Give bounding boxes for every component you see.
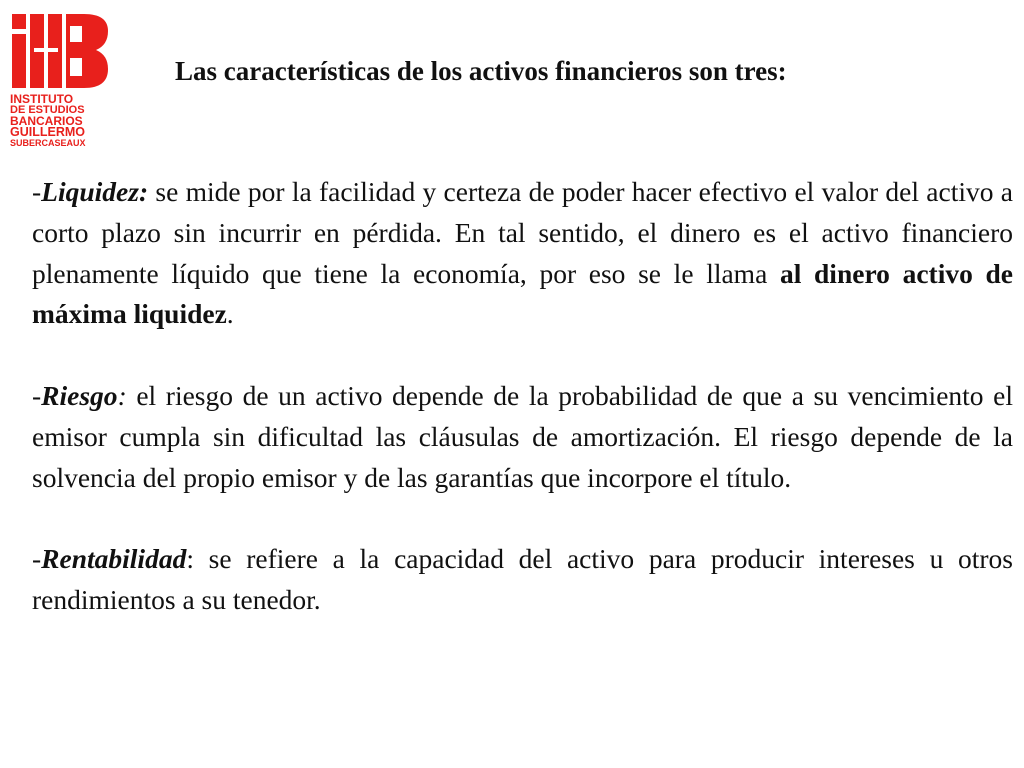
item-text: se mide por la facilidad y certeza de poder hacer efectivo el valor del activo a corto plazo sin incurrir en pérdida. En tal sentido, el dinero es el activo financiero plenamente líquido que tiene la economía, por eso se le llama xyxy=(32,176,1013,289)
logo-line-4: GUILLERMO xyxy=(10,125,85,139)
item-riesgo xyxy=(32,376,1013,498)
item-dash: - xyxy=(32,379,42,411)
slide-title: Las características de los activos financieros son tres: xyxy=(175,56,787,86)
term-liquidez: Liquidez xyxy=(41,176,139,207)
item-liquidez xyxy=(32,172,1013,335)
logo-mark-icon xyxy=(10,12,110,90)
logo-line-3: BANCARIOS xyxy=(10,114,83,128)
logo-line-2: DE ESTUDIOS xyxy=(10,104,85,116)
item-rentabilidad xyxy=(32,539,1013,621)
term-colon: : xyxy=(186,543,194,575)
term-colon: : xyxy=(138,176,149,207)
item-dash: - xyxy=(32,543,42,575)
spacer xyxy=(32,498,1013,539)
institute-logo xyxy=(10,12,114,149)
logo-line-5: SUBERCASEAUX xyxy=(10,138,86,148)
term-colon: : xyxy=(117,379,127,411)
slide-body xyxy=(32,172,1013,621)
logo-line-1: INSTITUTO xyxy=(10,92,74,106)
item-emphasis: al dinero activo de máxima liquidez xyxy=(32,257,1013,330)
logo-text xyxy=(10,94,114,149)
spacer xyxy=(32,335,1013,376)
item-text: el riesgo de un activo depende de la probabilidad de que a su vencimiento el emisor cumpla sin dificultad las cláusulas de amortización. El riesgo depende de la solvencia del propio emisor y de las garantías que incorpore el título. xyxy=(32,379,1013,493)
term-rentabilidad: Rentabilidad xyxy=(41,543,187,575)
item-dash: - xyxy=(32,176,42,207)
term-riesgo: Riesgo xyxy=(41,379,118,411)
item-end: . xyxy=(226,298,234,330)
item-text: se refiere a la capacidad del activo para producir intereses u otros rendimientos a su tenedor. xyxy=(32,543,1013,615)
